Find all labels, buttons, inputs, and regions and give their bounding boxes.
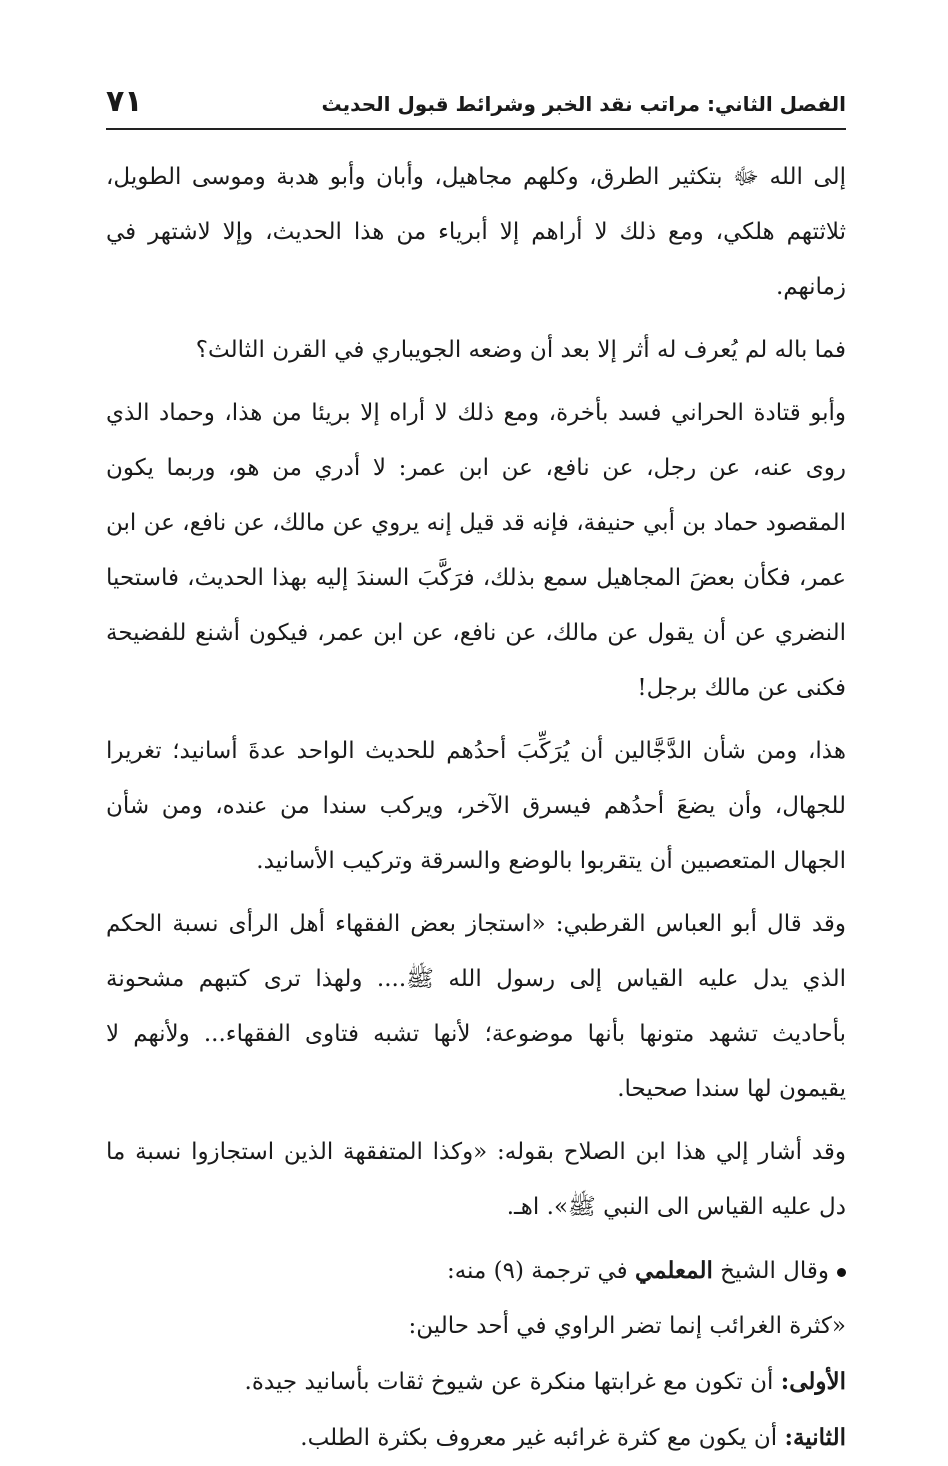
page-header xyxy=(106,84,846,124)
bullet-suffix: في ترجمة (٩) منه: xyxy=(446,1258,628,1284)
case-label: الأولى: xyxy=(780,1368,846,1395)
case-item xyxy=(106,1410,846,1466)
body-text xyxy=(106,150,846,1466)
case-item xyxy=(106,1354,846,1410)
case-text: أن يكون مع كثرة غرائبه غير معروف بكثرة الطلب. xyxy=(300,1425,778,1451)
paragraph: وقد أشار إلي هذا ابن الصلاح بقوله: «وكذا المتفقهة الذين استجازوا نسبة ما دل عليه القياس الى النبي ﷺ». اهـ. xyxy=(106,1139,846,1220)
scholar-name: المعلمي xyxy=(634,1257,713,1284)
chapter-title: الفصل الثاني: مراتب نقد الخبر وشرائط قبول الحديث xyxy=(321,92,846,116)
quote-intro: «كثرة الغرائب إنما تضر الراوي في أحد حالين: xyxy=(408,1313,846,1339)
bullet-icon xyxy=(837,1268,846,1277)
page-number: ٧١ xyxy=(106,84,143,119)
bullet-item xyxy=(106,1243,846,1299)
header-divider xyxy=(106,128,846,130)
paragraph: هذا، ومن شأن الدَّجَّالين أن يُرَكِّبَ أحدُهم للحديث الواحد عدةَ أسانيد؛ تغريرا للجهال، وأن يضعَ أحدُهم فيسرق الآخر، ويركب سندا من عنده، ومن شأن الجهال المتعصبين أن يتقربوا بالوضع والسرقة وتركيب الأسانيد. xyxy=(106,738,846,874)
paragraph: وقد قال أبو العباس القرطبي: «استجاز بعض الفقهاء أهل الرأى نسبة الحكم الذي يدل عليه القياس إلى رسول الله ﷺ.... ولهذا ترى كتبهم مشحونة بأحاديث تشهد متونها بأنها موضوعة؛ لأنها تشبه فتاوى الفقهاء... ولأنهم لا يقيمون لها سندا صحيحا. xyxy=(106,911,846,1102)
case-label: الثانية: xyxy=(784,1424,846,1451)
paragraph: فما باله لم يُعرف له أثر إلا بعد أن وضعه الجويباري في القرن الثالث؟ xyxy=(195,337,846,363)
paragraph: وأبو قتادة الحراني فسد بأخرة، ومع ذلك لا أراه إلا بريئا من هذا، وحماد الذي روى عنه، عن رجل، عن نافع، عن ابن عمر: لا أدري من هو، وربما يكون المقصود حماد بن أبي حنيفة، فإنه قد قيل إنه يروي عن مالك، عن نافع، عن ابن عمر، فكأن بعضَ المجاهيل سمع بذلك، فرَكَّبَ السندَ إليه بهذا الحديث، فاستحيا النضري عن أن يقول عن مالك، عن نافع، عن ابن عمر، فيكون أشنع للفضيحة فكنى عن مالك برجل! xyxy=(106,400,846,701)
bullet-prefix: وقال الشيخ xyxy=(720,1258,829,1284)
paragraph: إلى الله ﷻ بتكثير الطرق، وكلهم مجاهيل، وأبان وأبو هدبة وموسى الطويل، ثلاثتهم هلكي، ومع ذلك لا أراهم إلا أبرياء من هذا الحديث، وإلا لاشتهر في زمانهم. xyxy=(106,164,846,300)
case-text: أن تكون مع غرابتها منكرة عن شيوخ ثقات بأسانيد جيدة. xyxy=(244,1369,774,1395)
